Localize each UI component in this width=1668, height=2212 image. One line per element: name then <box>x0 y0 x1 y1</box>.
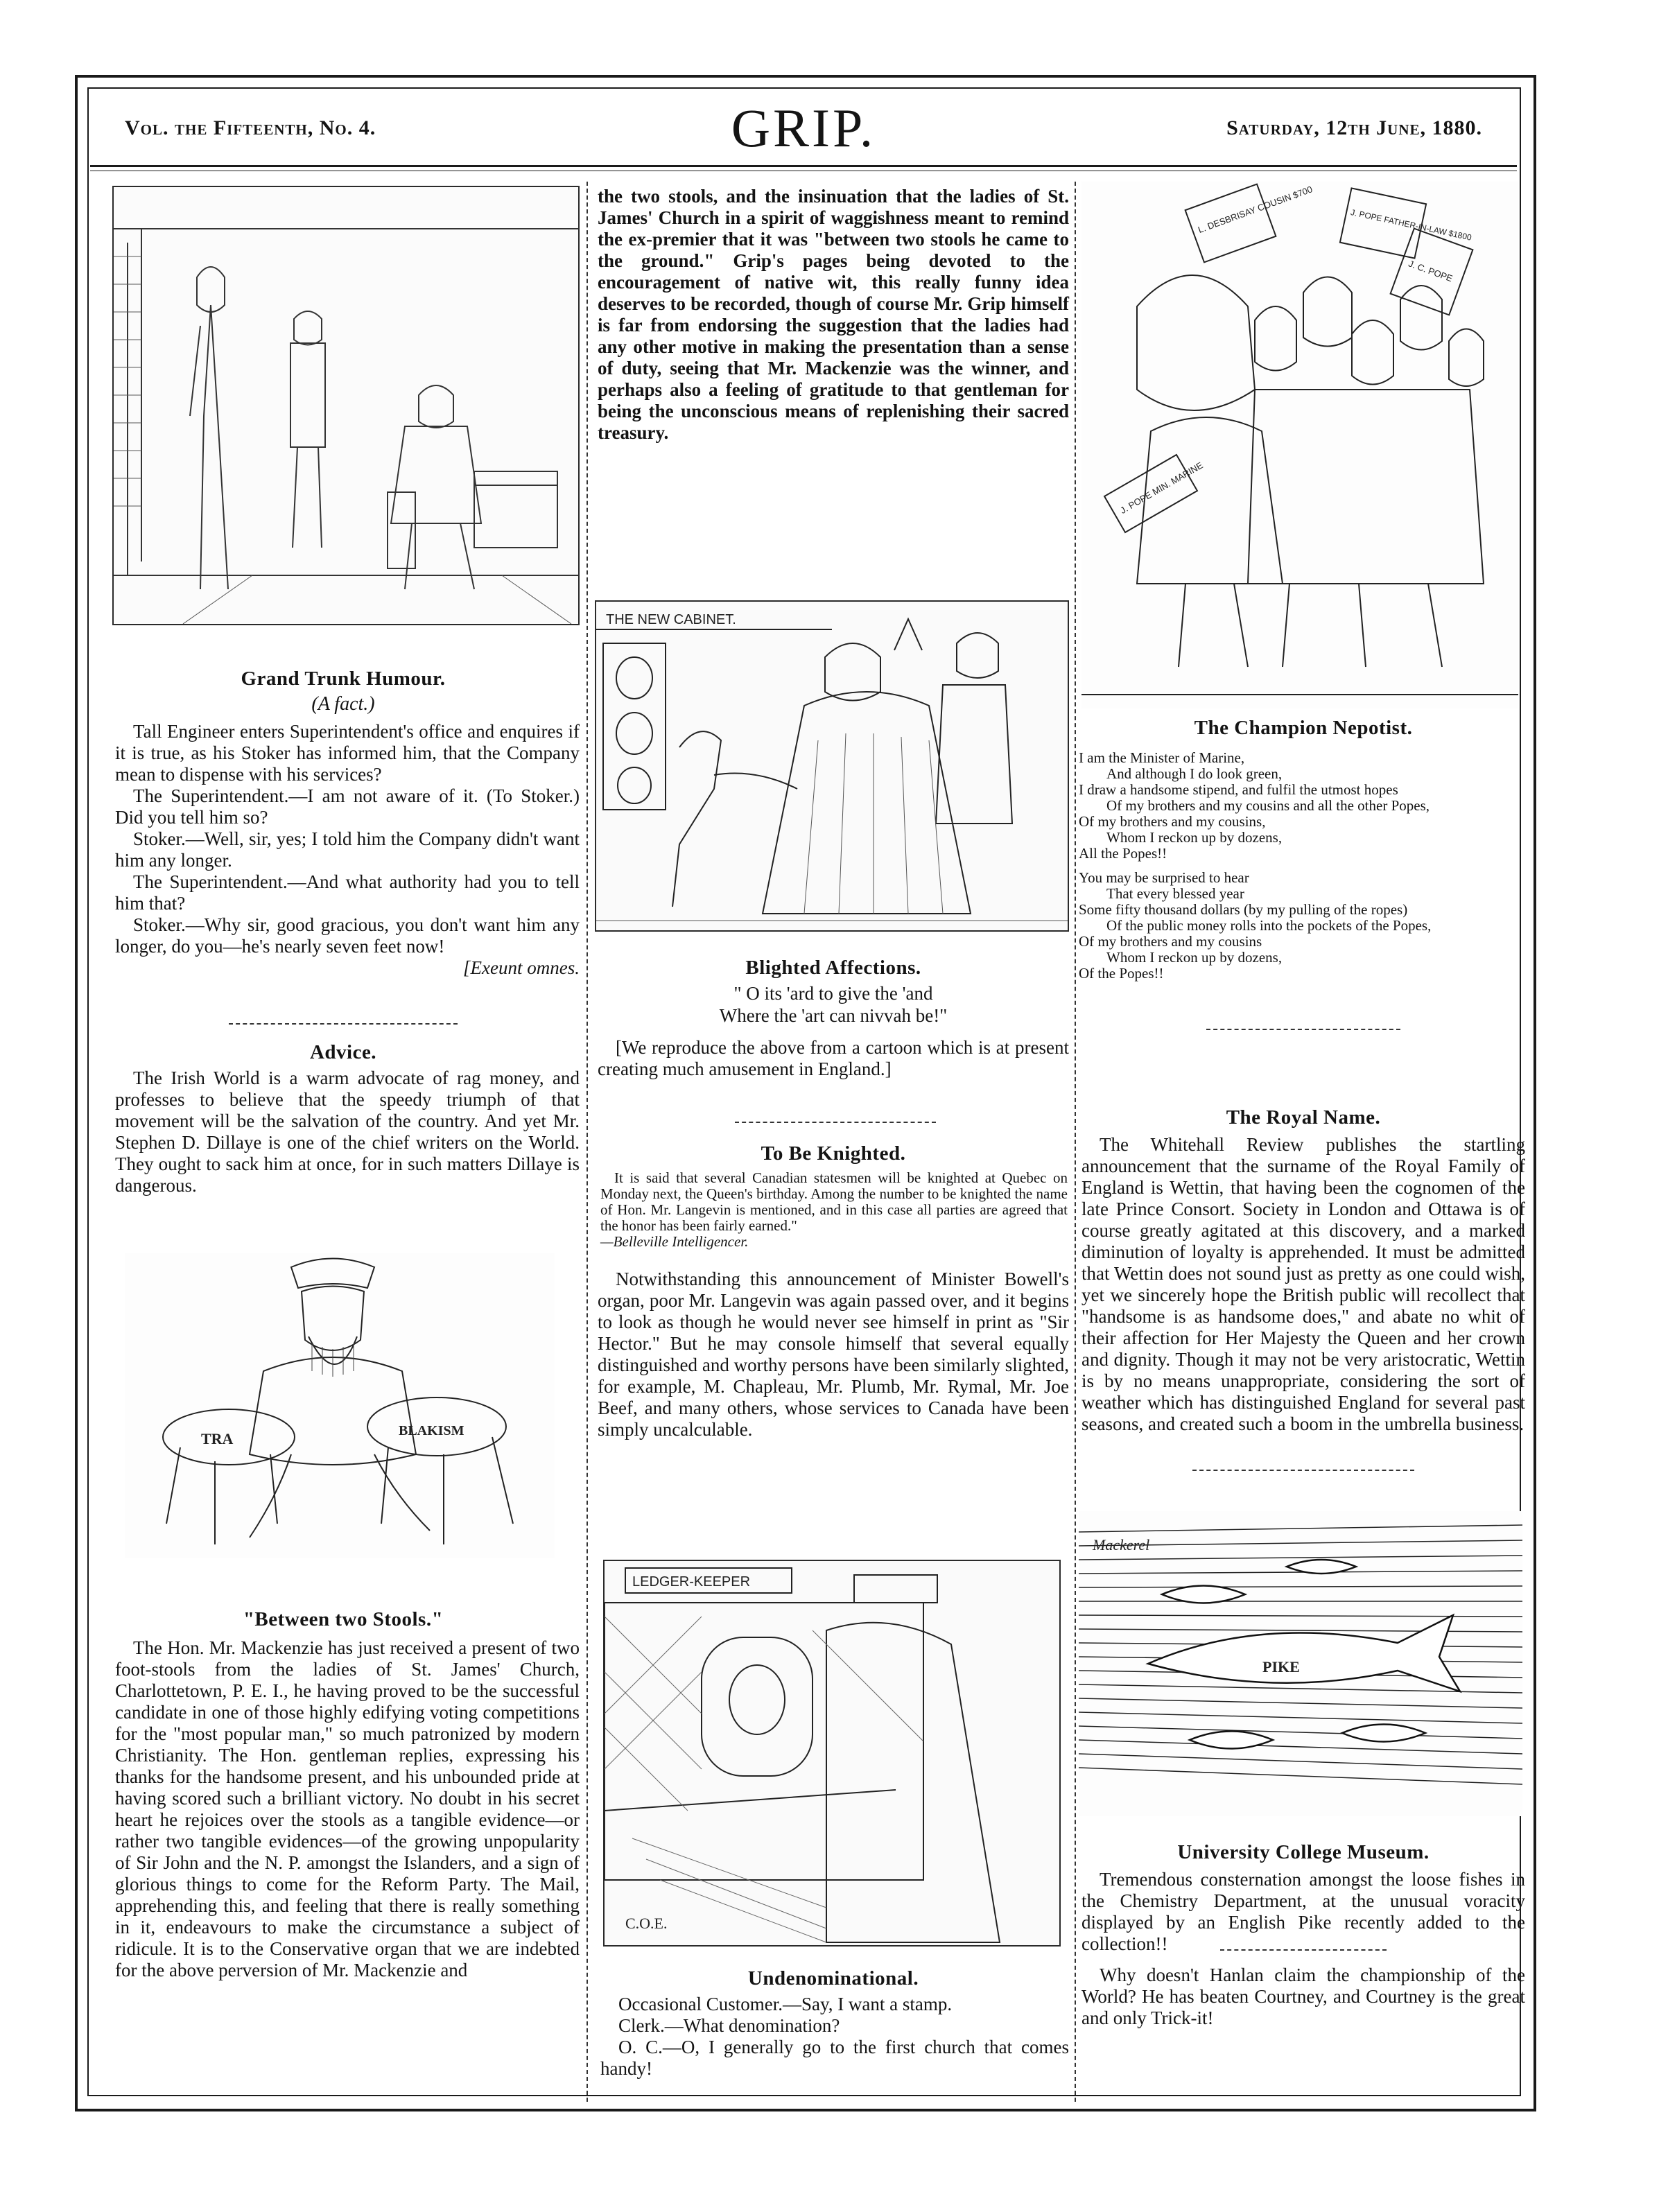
sign-min-marine: J. POPE MIN. MARINE <box>1118 460 1205 516</box>
verse-line: Of my brothers and my cousins <box>1079 933 1262 950</box>
undenominational-text <box>600 1994 1069 2080</box>
verse-line: Of the public money rolls into the pockets of the Popes, <box>1106 917 1432 934</box>
volume-label: Vol. the Fifteenth, No. 4. <box>125 116 376 139</box>
knighted-heading: To Be Knighted. <box>761 1142 906 1165</box>
museum-text <box>1081 1869 1525 1955</box>
masthead-rule <box>90 165 1517 167</box>
grand-trunk-illustration <box>112 186 580 625</box>
verse-line: I draw a handsome stipend, and fulfil the utmost hopes <box>1079 781 1398 798</box>
hanlan-paragraph: Why doesn't Hanlan claim the championship of the World? He has beaten Courtney, and Courtney is the great and only Trick-it! <box>1081 1965 1525 2028</box>
newspaper-title: GRIP. <box>731 98 876 158</box>
stool-label-left: TRA <box>201 1430 234 1447</box>
between-stools-text <box>115 1637 580 1981</box>
advice-paragraph: The Irish World is a warm advocate of rag money, and professes to believe that the speedy triumph of that movement will be the salvation of the country. And yet Mr. Stephen D. Dillaye is one of the chief writers on the World. They ought to sack him at once, for in such matters Dillaye is dangerous. <box>115 1068 580 1196</box>
champion-nepotist-illustration <box>1081 182 1518 708</box>
stamp-clerk-illustration <box>603 1560 1061 1947</box>
separator-2 <box>735 1122 936 1123</box>
knighted-text <box>598 1269 1069 1440</box>
grand-trunk-para-3: Stoker.—Well, sir, yes; I told him the Company didn't want him any longer. <box>115 828 580 871</box>
grand-trunk-para-5: Stoker.—Why sir, good gracious, you don't want him any longer, do you—he's nearly seven feet now! <box>115 914 580 957</box>
blighted-verse-2: Where the 'art can nivvah be!" <box>719 1005 948 1026</box>
blighted-heading: Blighted Affections. <box>745 957 921 979</box>
knighted-source: —Belleville Intelligencer. <box>600 1233 749 1250</box>
verse-line: Whom I reckon up by dozens, <box>1106 829 1283 846</box>
grand-trunk-para-4: The Superintendent.—And what authority had you to tell him that? <box>115 871 580 914</box>
grand-trunk-para-1: Tall Engineer enters Superintendent's office and enquires if it is true, as his Stoker has informed him, that the Company mean to dispense with his services? <box>115 721 580 785</box>
artist-signature: C.O.E. <box>625 1915 668 1932</box>
two-stools-illustration <box>125 1253 555 1558</box>
museum-paragraph: Tremendous consternation amongst the loose fishes in the Chemistry Department, at the unusual voracity displayed by an English Pike recently added to the collection!! <box>1081 1869 1525 1954</box>
undenom-line-2: Clerk.—What denomination? <box>618 2015 840 2036</box>
knighted-quote <box>600 1170 1068 1250</box>
ledger-keeper-sign: LEDGER-KEEPER <box>632 1574 751 1590</box>
verse-line: That every blessed year <box>1106 885 1244 902</box>
fish-label-mackerel: Mackerel <box>1093 1536 1150 1553</box>
verse-line: All the Popes!! <box>1079 845 1167 862</box>
cabinet-label: THE NEW CABINET. <box>606 612 736 627</box>
between-stools-heading: "Between two Stools." <box>243 1608 444 1630</box>
grand-trunk-para-2: The Superintendent.—I am not aware of it. (To Stoker.) Did you tell him so? <box>115 785 580 828</box>
undenominational-heading: Undenominational. <box>747 1967 919 1989</box>
knighted-paragraph: Notwithstanding this announcement of Minister Bowell's organ, poor Mr. Langevin was again passed over, and it begins to look as though he would never see himself in print as "Sir Hector." But he may console himself that several equally distinguished and worthy persons have been similarly slighted, for example, M. Chapleau, Mr. Plumb, Mr. Rymal, Mr. Joe Beef, and many others, whose services to Canada have been simply uncalculable. <box>598 1269 1069 1440</box>
advice-text <box>115 1068 580 1196</box>
verse-line: Some fifty thousand dollars (by my pulling of the ropes) <box>1079 901 1408 918</box>
between-stools-paragraph: The Hon. Mr. Mackenzie has just received a present of two foot-stools from the ladies of St. James' Church, Charlottetown, P. E. I., he having proved to be the successful candidate in one of those highly edifying voting competitions for the "most popular man," so much patronized by modern Christianity. The Hon. gentleman replies, expressing his thanks for the handsome present, and his unbounded pride at having scored such a brilliant victory. No doubt in his secret heart he rejoices over the stools as a tangible evidence—or rather two tangible evidences—of the growing unpopularity of Sir John and the N. P. amongst the Islanders, and a sign of glorious things to come for the Reform Party. The Mail, apprehending this, and feeling that there is really something in it, endeavours to make the circumstance a subject of ridicule. It is to the Conservative organ that we are indebted for the above perversion of Mr. Mackenzie and <box>115 1637 580 1980</box>
blighted-verse-1: " O its 'ard to give the 'and <box>733 983 933 1004</box>
advice-heading: Advice. <box>309 1041 377 1063</box>
blighted-note-paragraph: [We reproduce the above from a cartoon which is at present creating much amusement in England.] <box>598 1037 1069 1079</box>
verse-line: Of the Popes!! <box>1079 965 1164 982</box>
grand-trunk-text <box>115 721 580 979</box>
separator-3 <box>1206 1029 1400 1030</box>
fish-label-pike: PIKE <box>1262 1658 1300 1675</box>
sign-jc-pope: J. C. POPE <box>1407 258 1454 284</box>
verse-line: I am the Minister of Marine, <box>1079 749 1245 766</box>
column-divider-1 <box>587 182 588 2102</box>
sign-desbrisay: L. DESBRISAY COUSIN $700 <box>1197 184 1314 236</box>
fish-museum-illustration <box>1079 1511 1522 1816</box>
new-cabinet-illustration <box>595 600 1069 932</box>
separator-5 <box>1220 1949 1387 1951</box>
exeunt-omnes: [Exeunt omnes. <box>463 957 580 978</box>
separator-1 <box>229 1023 458 1025</box>
knighted-quote-paragraph: It is said that several Canadian statesmen will be knighted at Quebec on Monday next, the Queen's birthday. Among the number to be knighted the name of Hon. Mr. Langevin is mentioned, and in this case all parties are agreed that the honor has been fairly earned." <box>600 1169 1068 1234</box>
between-stools-continued <box>598 186 1069 444</box>
royal-name-heading: The Royal Name. <box>1226 1106 1381 1129</box>
stool-label-right: BLAKISM <box>399 1423 464 1438</box>
verse-line: Of my brothers and my cousins, <box>1079 813 1266 830</box>
sign-father-in-law: J. POPE FATHER-IN-LAW $1800 <box>1349 207 1472 243</box>
grand-trunk-subtitle: (A fact.) <box>311 693 375 715</box>
between-stools-continued-paragraph: the two stools, and the insinuation that the ladies of St. James' Church in a spirit of waggishness meant to remind the ex-premier that it was "between two stools he came to the ground." Grip's pages being devoted to the encouragement of native wit, this really funny idea deserves to be recorded, though of course Mr. Grip himself is far from endorsing the suggestion that the ladies had any other motive in making the presentation than a sense of duty, seeing that Mr. Mackenzie was the winner, and perhaps also a feeling of gratitude to that gentleman for being the unconscious means of replenishing their sacred treasury. <box>598 186 1069 443</box>
royal-name-text <box>1081 1134 1525 1435</box>
nepotist-verse <box>1079 750 1522 982</box>
undenom-line-3: O. C.—O, I generally go to the first church that comes handy! <box>600 2037 1069 2079</box>
verse-line: Whom I reckon up by dozens, <box>1106 949 1283 966</box>
masthead <box>90 97 1517 164</box>
royal-name-paragraph: The Whitehall Review publishes the startling announcement that the surname of the Royal Family of England is Wettin, that having been the cognomen of the late Prince Consort. Society in London and Ottawa is of course greatly agitated at this discovery, and a marked diminution of loyalty is apprehended. It must be admitted that Wettin does not sound just as pretty as one could wish, yet we sincerely hope the British public will recollect that "handsome is as handsome does," and abate no whit of their affection for Her Majesty the Queen and her crown and dignity. Though it may not be very aristocratic, Wettin is by no means unappropriate, considering the sort of weather which has distinguished England for several past seasons, and created such a boom in the umbrella business. <box>1081 1134 1525 1434</box>
column-divider-2 <box>1075 182 1076 2102</box>
hanlan-text <box>1081 1965 1525 2029</box>
blighted-note <box>598 1037 1069 1080</box>
grand-trunk-heading: Grand Trunk Humour. <box>241 668 446 690</box>
nepotist-heading: The Champion Nepotist. <box>1194 717 1413 739</box>
issue-date: Saturday, 12th June, 1880. <box>1226 116 1482 139</box>
museum-heading: University College Museum. <box>1177 1841 1430 1863</box>
separator-4 <box>1192 1470 1414 1471</box>
verse-line: And although I do look green, <box>1106 765 1283 782</box>
verse-line: You may be surprised to hear <box>1079 869 1249 886</box>
undenom-line-1: Occasional Customer.—Say, I want a stamp. <box>618 1994 953 2014</box>
verse-line: Of my brothers and my cousins and all the other Popes, <box>1106 797 1430 814</box>
